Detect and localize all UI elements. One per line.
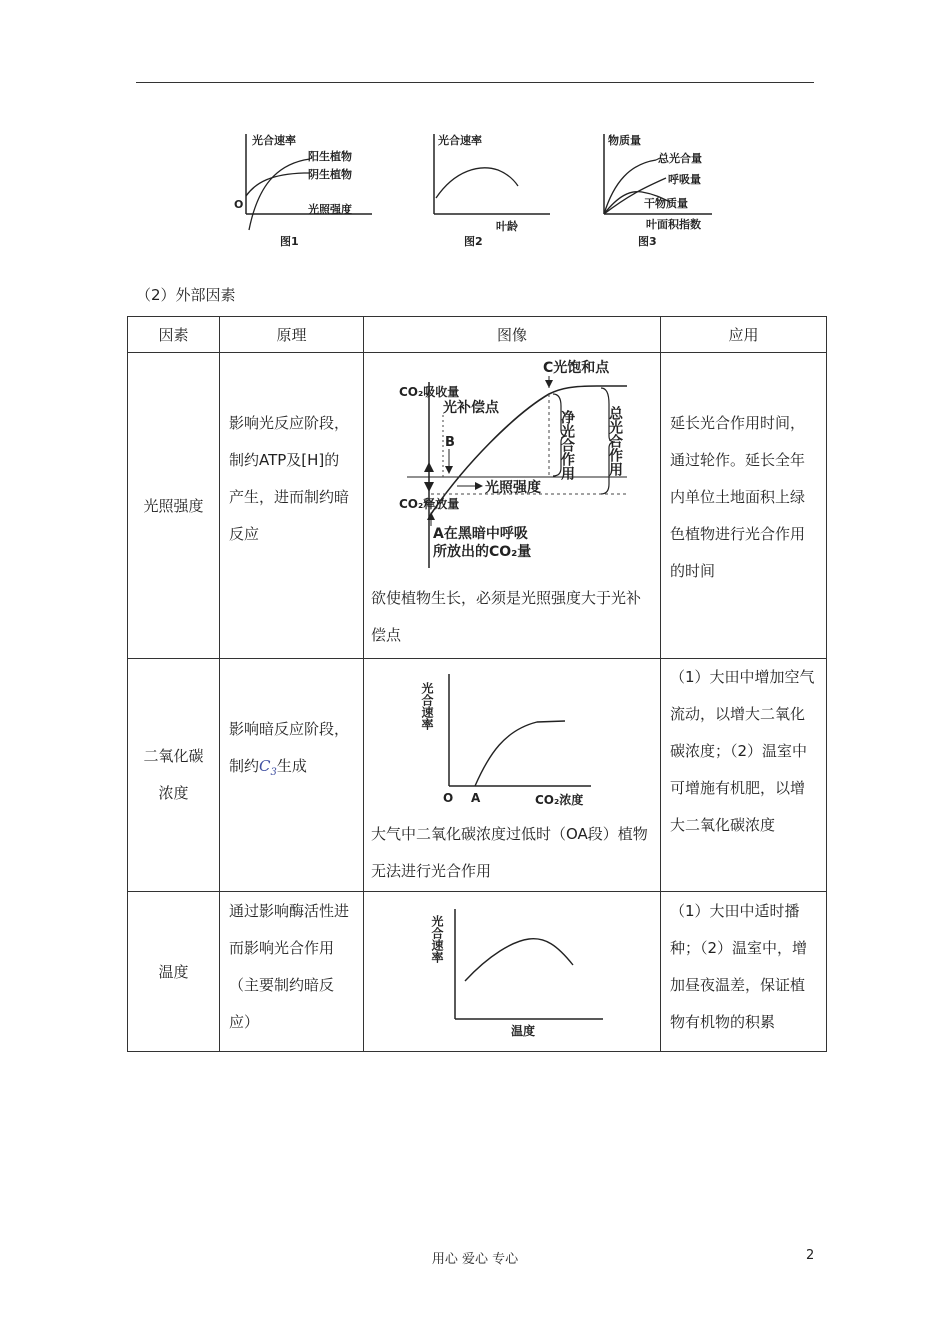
total-label: 总光合作用 — [607, 406, 623, 476]
c3-symbol: $C_3$ — [259, 757, 277, 778]
co2-point-a: A — [471, 791, 481, 805]
fig3-curve2-label: 呼吸量 — [668, 173, 701, 186]
temp-graph — [365, 893, 659, 1043]
fig1-caption: 图1 — [280, 235, 299, 248]
application-light: 延长光合作用时间，通过轮作。延长全年内单位土地面积上绿色植物进行光合作用的时间 — [670, 414, 806, 580]
factors-table — [127, 316, 827, 1052]
light-xlabel: 光照强度 — [485, 480, 541, 496]
fig1-curve1-label: 阳生植物 — [308, 150, 352, 163]
factor-co2: 二氧化碳浓度 — [128, 659, 220, 892]
co2-ylabel: 光合速率 — [420, 682, 434, 730]
fig3-xlabel: 叶面积指数 — [646, 218, 701, 231]
point-a-line2: 所放出的CO₂量 — [433, 544, 532, 560]
table-header-row — [128, 317, 827, 353]
figure-3 — [600, 130, 740, 259]
table-row — [128, 659, 827, 892]
principle-co2 — [221, 711, 362, 791]
principle-temp: 通过影响酶活性进而影响光合作用（主要制约暗反应） — [229, 902, 350, 1031]
fig3-curve3-label: 干物质量 — [644, 197, 688, 210]
point-b-label: B — [445, 435, 455, 450]
header-rule — [136, 82, 814, 83]
fig2-caption: 图2 — [464, 235, 483, 248]
factor-temp: 温度 — [128, 892, 220, 1052]
temp-ylabel: 光合速率 — [430, 915, 444, 963]
co2-graph — [365, 660, 659, 812]
point-c-label: C光饱和点 — [543, 360, 610, 376]
figure-2 — [430, 130, 560, 259]
fig3-caption: 图3 — [638, 235, 657, 248]
figure-3-svg — [600, 130, 740, 255]
co2-xlabel: CO₂浓度 — [535, 793, 584, 807]
fig3-curve1-label: 总光合量 — [658, 152, 702, 165]
fig1-xlabel: 光照强度 — [308, 203, 352, 216]
fig1-origin: O — [234, 198, 244, 211]
light-caption: 欲使植物生长，必须是光照强度大于光补偿点 — [371, 589, 642, 644]
light-graph — [365, 354, 659, 576]
co2-release-label: CO₂释放量 — [399, 497, 460, 511]
co2-curve — [475, 721, 565, 786]
fig2-ylabel: 光合速率 — [438, 134, 482, 147]
figure-1 — [232, 130, 372, 259]
principle-co2-tail: 生成 — [276, 757, 307, 775]
temp-curve — [465, 939, 573, 981]
header-factor: 因素 — [128, 317, 220, 353]
fig1-curve-sun — [249, 159, 310, 230]
co2-origin: O — [443, 791, 454, 805]
header-graph: 图像 — [364, 317, 661, 353]
page-number: 2 — [806, 1248, 815, 1263]
point-a-line1: A在黑暗中呼吸 — [433, 526, 528, 542]
factor-light: 光照强度 — [128, 353, 220, 659]
fig1-curve-shade — [246, 173, 310, 196]
application-co2: （1）大田中增加空气流动，以增大二氧化碳浓度；（2）温室中可增施有机肥，以增大二氧化碳浓度 — [670, 668, 815, 834]
fig2-curve — [436, 168, 518, 198]
figure-2-svg — [430, 130, 560, 255]
net-label: 净光合作用 — [559, 410, 575, 480]
principle-co2-text: 影响暗反应阶段，制约 — [229, 720, 350, 775]
figure-1-svg — [232, 130, 372, 255]
section-title: （2）外部因素 — [136, 286, 236, 304]
table-row — [128, 353, 827, 659]
principle-light: 影响光反应阶段，制约ATP及[H]的产生，进而制约暗反应 — [229, 414, 350, 543]
temp-xlabel: 温度 — [511, 1024, 536, 1038]
compensation-label: 光补偿点 — [443, 400, 499, 416]
fig2-xlabel: 叶龄 — [496, 220, 518, 233]
fig1-ylabel: 光合速率 — [252, 134, 296, 147]
header-application: 应用 — [661, 317, 827, 353]
co2-absorb-label: CO₂吸收量 — [399, 385, 460, 399]
application-temp: （1）大田中适时播种；（2）温室中，增加昼夜温差，保证植物有机物的积累 — [670, 902, 808, 1031]
header-principle: 原理 — [220, 317, 364, 353]
fig3-ylabel: 物质量 — [608, 134, 641, 147]
co2-caption: 大气中二氧化碳浓度过低时（OA段）植物无法进行光合作用 — [371, 825, 648, 880]
table-row — [128, 892, 827, 1052]
footer-text: 用心 爱心 专心 — [431, 1252, 519, 1267]
fig1-curve2-label: 阴生植物 — [308, 168, 352, 181]
